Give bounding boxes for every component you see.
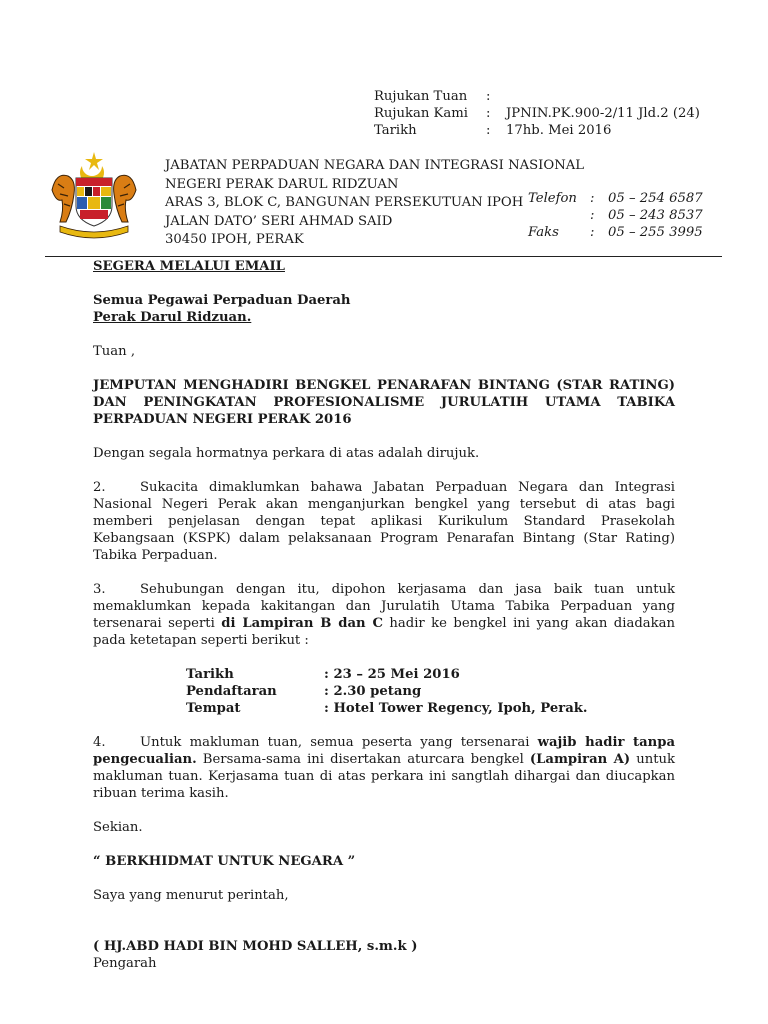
contact-colon: :	[590, 225, 595, 240]
reference-value: 17hb. Mei 2016	[506, 123, 612, 138]
paragraph-text: untuk makluman tuan. Kerjasama tuan di atas perkara ini sangtlah dihargai dan diucapkan ribuan terima kasih.	[93, 752, 675, 801]
paragraph-4	[93, 734, 675, 802]
paragraph-text: Untuk makluman tuan, semua peserta yang tersenarai	[140, 735, 538, 750]
motto: “ BERKHIDMAT UNTUK NEGARA ”	[93, 854, 356, 869]
contact-value: 05 – 243 8537	[608, 208, 703, 223]
paragraph-number: 3.	[93, 582, 106, 597]
contact-value: 05 – 254 6587	[608, 191, 703, 206]
event-detail-label: Pendaftaran	[186, 684, 277, 699]
contact-value: 05 – 255 3995	[608, 225, 703, 240]
intro-paragraph: Dengan segala hormatnya perkara di atas adalah dirujuk.	[93, 446, 480, 461]
reference-label: Tarikh	[374, 123, 417, 138]
salutation: Tuan ,	[93, 344, 136, 359]
recipient-line: Perak Darul Ridzuan.	[93, 310, 252, 325]
event-detail-row	[186, 700, 587, 717]
paragraph-text: hadir ke bengkel ini yang akan diadakan pada ketetapan seperti berikut :	[93, 616, 675, 648]
agency-address-line: ARAS 3, BLOK C, BANGUNAN PERSEKUTUAN IPOH	[165, 195, 524, 210]
event-details	[186, 666, 587, 717]
event-detail-row	[186, 666, 587, 683]
signatory-position: Pengarah	[93, 956, 157, 971]
event-detail-value: : 23 – 25 Mei 2016	[324, 667, 460, 682]
reference-value: JPNIN.PK.900-2/11 Jld.2 (24)	[506, 106, 700, 121]
paragraph-text: Sehubungan dengan itu, dipohon kerjasama dan jasa baik tuan untuk memaklumkan kepada kakitangan dan Jurulatih Utama Tabika Perpaduan yang tersenarai seperti	[93, 582, 675, 631]
reference-colon: :	[486, 89, 491, 104]
reference-label: Rujukan Tuan	[374, 89, 468, 104]
agency-state: NEGERI PERAK DARUL RIDZUAN	[165, 176, 399, 192]
sign-intro: Saya yang menurut perintah,	[93, 888, 289, 903]
closing: Sekian.	[93, 820, 143, 835]
reference-row-tarikh	[374, 122, 700, 139]
recipient-line: Semua Pegawai Perpaduan Daerah	[93, 293, 351, 308]
contact-label	[528, 207, 590, 224]
event-detail-value: : Hotel Tower Regency, Ipoh, Perak.	[324, 701, 588, 716]
paragraph-2	[93, 479, 675, 564]
event-detail-row	[186, 683, 587, 700]
event-detail-label: Tempat	[186, 701, 241, 716]
coat-of-arms-icon	[46, 150, 142, 240]
contact-label: Telefon	[528, 191, 577, 206]
header-divider	[45, 256, 722, 257]
contact-row-phone	[528, 190, 703, 207]
letter-subject: JEMPUTAN MENGHADIRI BENGKEL PENARAFAN BINTANG (STAR RATING) DAN PENINGKATAN PROFESIONALISME JURULATIH UTAMA TABIKA PERPADUAN NEGERI PERAK 2016	[93, 378, 675, 427]
contact-colon: :	[590, 191, 595, 206]
paragraph-number: 4.	[93, 735, 106, 750]
reference-row-rujukan-tuan	[374, 88, 700, 105]
reference-colon: :	[486, 106, 491, 121]
reference-block	[374, 88, 700, 139]
paragraph-text: Bersama-sama ini disertakan aturcara bengkel	[196, 752, 530, 767]
agency-address-line: JALAN DATO’ SERI AHMAD SAID	[165, 213, 393, 229]
contact-row-fax	[528, 224, 703, 241]
contact-row-phone	[528, 207, 703, 224]
reference-colon: :	[486, 123, 491, 138]
letter-body	[93, 258, 675, 972]
paragraph-emphasis: wajib hadir tanpa pengecualian.	[93, 735, 675, 767]
contact-label: Faks	[528, 225, 559, 240]
paragraph-emphasis: (Lampiran A)	[529, 752, 631, 767]
reference-label: Rujukan Kami	[374, 106, 468, 121]
agency-address	[165, 157, 584, 250]
reference-value	[506, 88, 700, 105]
event-detail-label: Tarikh	[186, 667, 234, 682]
agency-postcode: 30450 IPOH, PERAK	[165, 232, 304, 247]
event-detail-value: : 2.30 petang	[324, 684, 422, 699]
reference-row-rujukan-kami	[374, 105, 700, 122]
urgency-label: SEGERA MELALUI EMAIL	[93, 259, 285, 274]
agency-name: JABATAN PERPADUAN NEGARA DAN INTEGRASI NASIONAL	[165, 158, 585, 173]
paragraph-text: Sukacita dimaklumkan bahawa Jabatan Perpaduan Negara dan Integrasi Nasional Negeri Perak akan menganjurkan bengkel yang tersebut di atas bagi memberi penjelasan dengan tepat aplikasi Kurikulum Standard Prasekolah Kebangsaan (KSPK) dalam pelaksanaan Program Penarafan Bintang (Star Rating) Tabika Perpaduan.	[93, 480, 675, 563]
contact-block	[528, 190, 703, 241]
paragraph-number: 2.	[93, 480, 106, 495]
paragraph-3	[93, 581, 675, 649]
contact-colon: :	[590, 208, 595, 223]
paragraph-emphasis: di Lampiran B dan C	[221, 616, 383, 631]
signatory-name: ( HJ.ABD HADI BIN MOHD SALLEH, s.m.k )	[93, 939, 418, 954]
